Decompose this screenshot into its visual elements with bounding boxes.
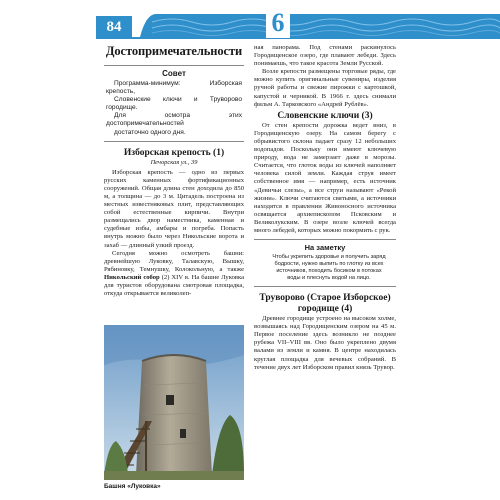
wave-ornament [132,14,500,38]
note-line: источников, походить босиком в потоках [276,268,382,275]
fortress-address: Печорская ул., 39 [150,158,198,166]
trade-paragraph: Возле крепости размещены торговые ряды, где можно купить оригинальные сувениры, изделия ручной работы и свежие пирожки с картошкой, капустой и черникой. В 1966 г. здесь снимали фильм А. Тарковского «Андрей Рублёв». [254,68,396,108]
tip-box [104,65,244,142]
note-title: На заметку [304,243,346,253]
section-title: Достопримечательности [105,44,243,58]
fortress-paragraph-1: Изборская крепость — одно из первых русских каменных фортификационных сооружений. Общая длина стен доходила до 850 м, а толщина — до 3 м. Цитадель построена из местных известняковых плит, представляющих собой естественные кирпичи. Внутри размещались двор наместника, каменная и судебные избы, амбары и погреба. Попасть внутрь можно было через Никольские ворота и захаб — длинный узкий проезд. [104,168,244,249]
panorama-paragraph: ная панорама. Под стенами раскинулось Городищенское озеро, где плавают лебеди. Здесь понимаешь, что такое красота Земли Русской. [254,44,396,68]
fortress-p2-end: (2) XIV в. На башне Луковка для туристов оборудована смотровая площадка, откуда открывается великолеп- [104,273,245,298]
tip-line: Словенские ключи и Труворово городище. [106,96,242,112]
page-number: 84 [96,16,132,38]
photo-caption: Башня «Луковка» [104,483,161,490]
tower-illustration [104,325,244,480]
note-box [254,239,396,287]
nikolsky-cathedral-term: Никольский собор [104,273,160,281]
settlement-paragraph: Древнее городище устроено на высоком холме, возвышаясь над Городищенским озером на 45 м. Первое поселение здесь возникло не позднее рубежа VII–VIII вв. Оно было укреплено двумя валами из земли и камня. В центре находилась круглая площадка для вечевых собраний. В течение двух лет Изборском правил князь Трувор. [254,315,396,371]
tip-line: достаточно одного дня. [114,128,186,136]
lukovka-tower-photo [104,325,244,480]
springs-paragraph: От стен крепости дорожка ведет вниз, в Городищенскую озеру. На самом берегу с обрывистого склона падает сразу 12 небольших водопадов. Поскольку они имеют ключевую природу, вода не замерзает даже в морозы. Считается, что глоток воды из ключей наполняет человека силой земли. Каждая струя имеет собственное имя — например, есть источник «Девичьи слезы», а все струи называют «Рекой жизни». Ключи считаются святыми, а источники находятся в правлении Живоносного источника освящается архиепископом Псковским и Великолукским. В озере возле ключей всегда много лебедей, которых можно покормить с рук. [254,121,396,234]
right-column [254,44,396,372]
note-line: Чтобы укрепить здоровье и получить заряд [272,254,386,261]
springs-heading: Словенские ключи (3) [277,110,373,121]
fortress-heading: Изборская крепость (1) [123,147,225,158]
chapter-number: 6 [266,8,290,38]
header-rule [96,37,500,39]
tip-line: Для осмотра этих достопримечательностей [106,112,242,128]
note-line: бодрости, нужно выпить по глотку из всех [274,261,384,268]
fortress-paragraph-2 [104,250,244,299]
page-header [0,0,500,40]
fortress-p2-start: Сегодня можно осмотреть башни: древнейшую Луковку, Талавскую, Вышку, Рябиновку, Темнушку, Колокольную, а также [104,249,244,273]
settlement-heading: Труворово (Старое Изборское) городище (4) [259,293,391,315]
left-column [104,44,244,298]
note-line: воды и плеснуть водой на лицо. [287,275,371,282]
tip-line: Программа-минимум: Изборская крепость, [106,80,242,96]
tip-title: Совет [162,69,186,78]
